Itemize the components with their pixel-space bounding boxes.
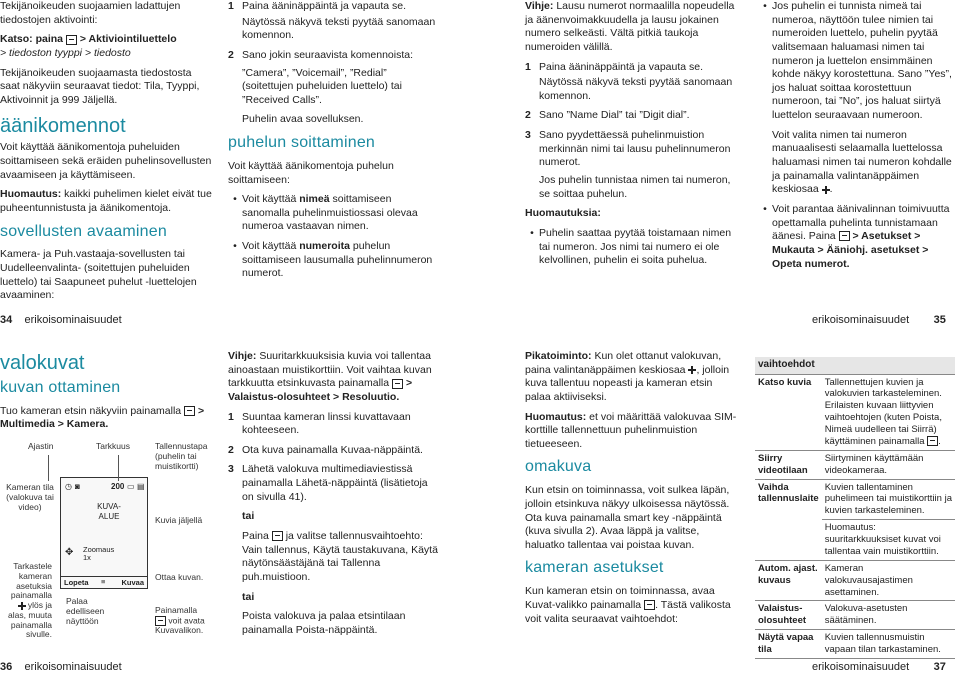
omakuva-body: Kun etsin on toiminnassa, voit sulkea läpän, jolloin etsinkuva näkyy ulkoisessa näytössä. Ota kuva painamalla smart key -näppäintä (kuva sivulla 2). Avaa läppä ja valitse, haluatko tallentaa vai poistaa kuvan.: [525, 484, 730, 551]
step-1-sub: Näytössä näkyvä teksti pyytää sanomaan komennon.: [539, 76, 733, 102]
camera-options-table: [755, 357, 955, 659]
camera-mode-icon: ◙: [75, 482, 80, 491]
label-tallennustapa: Tallennustapa (puhelin tai muistikortti): [155, 441, 208, 471]
storage-icon: ▭: [127, 482, 135, 491]
image-area: KUVA-ALUE: [97, 502, 121, 522]
heading-aanikomennot: äänikomennot: [0, 115, 126, 138]
step-2: 2 Ota kuva painamalla Kuvaa-näppäintä.: [228, 443, 423, 456]
puhelun-body: Voit käyttää äänikomentoja puhelun soittamiseen:: [228, 159, 394, 186]
table-row: Siirry videotilaan Siirtyminen käyttämään videokameraa.: [755, 450, 955, 479]
step-3: 3 Sano pyydettäessä puhelinmuistion merkinnän nimi tai lausu puhelinnumeron numerot.: [525, 129, 731, 169]
step-1-sub: Näytössä näkyvä teksti pyytää sanomaan komennon.: [242, 15, 436, 42]
menu-key-icon: [155, 616, 166, 626]
menu-softkey-icon[interactable]: ≡: [101, 577, 106, 586]
leader-line: [118, 455, 119, 481]
note-bullet-1: • Puhelin saattaa pyytää toistamaan nimen tai numeron. Jos nimi tai numero ei ole kelvollinen, puhelin ei soita puhelua.: [530, 226, 732, 267]
aanikomennot-body: Voit käyttää äänikomentoja puheluiden soittamiseen sekä eräiden puhelinsovellusten avaamiseen ja käyttämiseen.: [0, 141, 212, 181]
label-tarkastele: Tarkastele kameran asetuksia painamalla ylös ja alas, muuta painamalla sivulle.: [8, 561, 52, 640]
note-bullet-2: • Jos puhelin ei tunnista nimeä tai numeroa, näyttöön tulee nimien tai numeroiden luettelo, puhelin pyytää valitsemaan haluamasi nimen tai numeron ja luettelon ensimmäinen kohde näkyy korostettuna. Sano ”Yes”, jos haluat soittaa korostettuun numeroon, tai ”No”, jos haluat siirtyä luettelon seuraavaan numeroon.: [763, 0, 952, 122]
page-36-column-1: [0, 350, 212, 438]
bullet-nimi: • Voit käyttää nimeä soittamiseen sanomalla puhelinmuistiossasi olevaa numeroa vastaavan nimen.: [233, 193, 418, 233]
tai-1: tai: [242, 510, 255, 523]
footer-35: erikoisominaisuudet 35: [812, 314, 946, 326]
vihje-note: Vihje: Suuritarkkuuksisia kuvia voi tallentaa ainoastaan muistikorttiin. Voit vaihtaa kuvan tarkkuutta etsinkuvasta painamalla > Valaistus-olosuhteet > Resoluutio.: [228, 350, 432, 403]
menu-key-icon: [839, 231, 850, 241]
table-row: Huomautus: suuritarkkuuksiset kuvat voi tallentaa vain muistikorttiin.: [755, 520, 955, 561]
alternative-1: Paina ja valitse tallennusvaihtoehto: Vain tallennus, Käytä taustakuvana, Käytä näytönsäästäjänä tai Tallenna puh.muistioon.: [242, 530, 438, 583]
page-36-column-2: [228, 350, 440, 644]
zoom-indicator: Zoomaus 1x: [83, 545, 115, 563]
timer-icon: ◷: [65, 482, 72, 491]
huomautuksia-title: Huomautuksia:: [525, 207, 601, 220]
huomautus-note: Huomautus: et voi määrittää valokuvaa SIM-korttille tallennettuun puhelinmuistion tietueeseen.: [525, 410, 737, 450]
table-header: vaihtoehdot: [755, 357, 955, 374]
menu-key-icon: [184, 406, 195, 416]
heading-sovellusten-avaaminen: sovellusten avaaminen: [0, 222, 167, 240]
label-tarkkuus: Tarkkuus: [96, 441, 131, 451]
page-35-column-1: [525, 0, 740, 274]
nav-key-icon: [688, 366, 696, 374]
step-1: 1 Paina ääninäppäintä ja vapauta se.: [228, 0, 407, 12]
nav-key-icon: [822, 186, 830, 194]
softkey-bar: [61, 576, 147, 588]
label-kuvavalikko: Painamalla voit avata Kuvavalikon.: [155, 605, 205, 635]
huomautus-note: Huomautus: kaikki puhelimen kielet eivät tue puheentunnistusta ja äänikomentoja.: [0, 188, 212, 215]
table-row: Valaistus-olosuhteet Valokuva-asetusten säätäminen.: [755, 601, 955, 630]
label-kuvia-jaljella: Kuvia jäljellä: [155, 515, 203, 525]
tai-2: tai: [242, 590, 255, 603]
step-3-sub: Jos puhelin tunnistaa nimen tai numeron, se soittaa puhelun.: [539, 174, 731, 200]
footer-37: erikoisominaisuudet 37: [812, 661, 946, 673]
alternative-2: Poista valokuva ja palaa etsintilaan painamalla Poista-näppäintä.: [242, 610, 406, 636]
step-2-commands: ”Camera”, ”Voicemail”, ”Redial” (soitettujen puheluiden luettelo) tai ”Received Calls”.: [242, 66, 402, 106]
label-palaa: Palaa edelliseen näyttöön: [66, 596, 105, 626]
leader-line: [48, 455, 49, 481]
menu-key-icon: [392, 379, 403, 389]
table-row: Autom. ajast. kuvaus Kameran valokuvausajastimen asettaminen.: [755, 560, 955, 601]
nav-key-icon: [18, 602, 26, 610]
step-2-sub: Puhelin avaa sovelluksen.: [242, 113, 364, 126]
step-3: 3 Lähetä valokuva multimediaviestissä painamalla Lähetä-näppäintä (lisätietoja on sivulla 41).: [228, 463, 428, 503]
remaining-count: 200: [111, 482, 125, 491]
bullet-numerot: • Voit käyttää numeroita puhelun soittamiseen lausumalla puhelinnumeron numerot.: [233, 240, 433, 280]
page-34-column-2: [228, 0, 438, 287]
viewfinder-screen: [60, 477, 148, 589]
menu-key-icon: [66, 35, 77, 45]
lopeta-softkey[interactable]: Lopeta: [64, 578, 89, 587]
drm-intro: Tekijänoikeuden suojaamien ladattujen tiedostojen aktivointi:: [0, 0, 181, 26]
heading-puhelun-soittaminen: puhelun soittaminen: [228, 134, 376, 152]
zoom-nav-icon: ✥: [65, 547, 74, 558]
table-row: Näytä vapaa tila Kuvien tallennusmuistin vapaan tilan tarkastaminen.: [755, 630, 955, 659]
menu-key-icon: [644, 600, 655, 610]
note-2-manual: Voit valita nimen tai numeron manuaalisesti selaamalla luettelossa haluamasi nimen tai numeron kohdalle ja painamalla valintanäppäimen keskiosaa .: [772, 128, 952, 196]
footer-36: 36 erikoisominaisuudet: [0, 661, 122, 673]
page-37-column-1: [525, 350, 740, 632]
menu-key-icon: [272, 531, 283, 541]
note-bullet-3: • Voit parantaa äänivalinnan toimivuutta opettamalla puhelinta tunnistamaan äänesi. Paina > Asetukset > Mukauta > Ääniohj. asetukset > Opeta numerot.: [763, 202, 950, 270]
page-35-column-2: [758, 0, 958, 277]
katso-path-2: > tiedoston tyyppi > tiedosto: [0, 46, 131, 59]
heading-omakuva: omakuva: [525, 458, 592, 476]
asetukset-body: Kun kameran etsin on toiminnassa, avaa Kuvat-valikko painamalla . Tästä valikosta voit valita seuraavat vaihtoehdot:: [525, 585, 731, 625]
vihje-note: Vihje: Lausu numerot normaalilla nopeudella ja äänenvoimakkuudella ja lausu jokainen numero selkeästi. Vältä pitkiä taukoja numeroiden välillä.: [525, 0, 735, 53]
table-row: Vaihda tallennuslaite Kuvien tallentaminen puhelimeen tai muistikorttiin ja kuvien tarkasteleminen.: [755, 479, 955, 520]
sovellusten-body: Kamera- ja Puh.vastaaja-sovellusten tai Uudelleenvalinta- (soitettujen puheluiden luettelo) tai Saapuneet puhelut -luettelojen avaaminen:: [0, 248, 197, 302]
menu-key-icon: [927, 436, 938, 446]
pikatoiminto-note: Pikatoiminto: Kun olet ottanut valokuvan, paina valintanäppäimen keskiosaa , jolloin kuva tallentuu nopeasti ja kameran etsin palaa aktiiviseksi.: [525, 350, 730, 403]
step-2: 2 Sano jokin seuraavista komennoista:: [228, 48, 414, 61]
footer-34: 34 erikoisominaisuudet: [0, 314, 122, 326]
table-row: Katso kuvia Tallennettujen kuvien ja valokuvien tarkasteleminen. Erilaisten kuvaan liittyvien vaihtoehtojen (kuten Poista, Nimeä uudelleen tai Siirrä) käyttäminen painamalla .: [755, 374, 955, 450]
kuvaa-softkey[interactable]: Kuvaa: [121, 578, 144, 587]
label-ottaa-kuvan: Ottaa kuvan.: [155, 572, 204, 582]
heading-kuvan-ottaminen: kuvan ottaminen: [0, 379, 121, 396]
step-1: 1 Suuntaa kameran linssi kuvattavaan kohteeseen.: [228, 410, 411, 437]
label-ajastin: Ajastin: [28, 441, 54, 451]
heading-kameran-asetukset: kameran asetukset: [525, 559, 664, 577]
katso-line: Katso: paina > Aktiviointiluettelo: [0, 33, 177, 46]
resolution-icon: ▤: [137, 482, 145, 491]
heading-valokuvat: valokuvat: [0, 352, 85, 374]
page-34-column-1: [0, 0, 212, 309]
drm-info: Tekijänoikeuden suojaamasta tiedostosta saat näkyviin seuraavat tiedot: Tila, Tyyppi, Aktivoinnit ja 999 Jäljellä.: [0, 66, 200, 106]
step-2: 2 Sano ”Name Dial” tai ”Digit dial”.: [525, 109, 690, 122]
kamera-path: Tuo kameran etsin näkyviin painamalla > Multimedia > Kamera.: [0, 404, 205, 431]
label-kameran-tila: Kameran tila (valokuva tai video): [6, 482, 54, 512]
step-1: 1 Paina ääninäppäintä ja vapauta se.: [525, 60, 704, 73]
